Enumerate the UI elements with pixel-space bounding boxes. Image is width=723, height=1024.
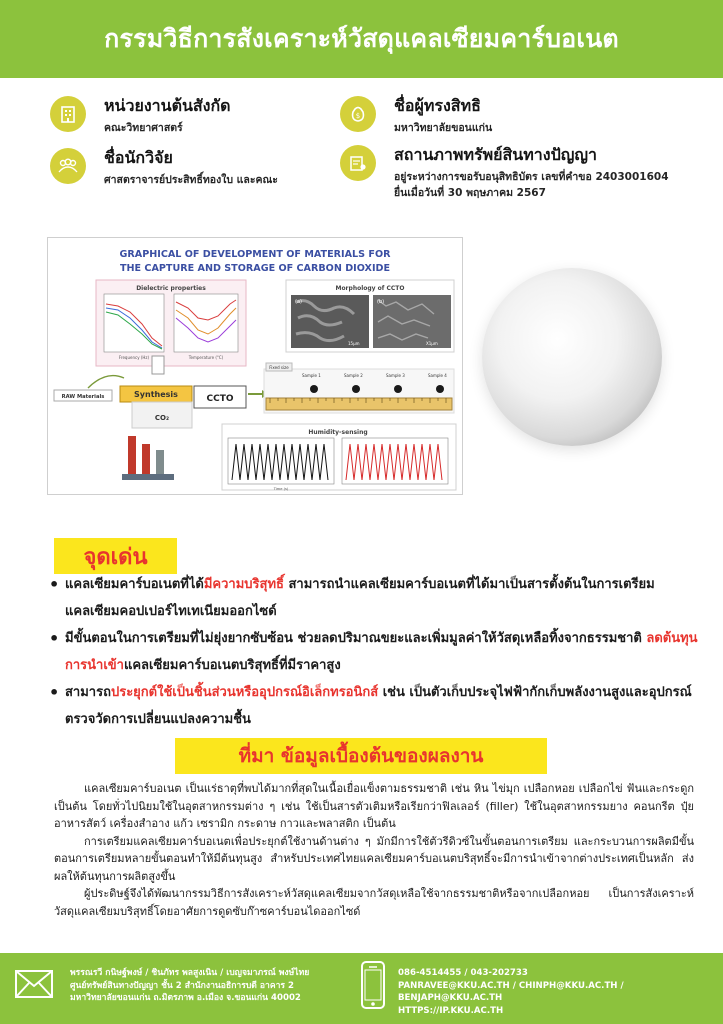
contact-website[interactable]: HTTPS://IP.KKU.AC.TH bbox=[398, 1005, 504, 1016]
address-line-3: มหาวิทยาลัยขอนแก่น ถ.มิตรภาพ อ.เมือง จ.ขอนแก่น 40002 bbox=[70, 993, 301, 1003]
sample-disc-3 bbox=[394, 385, 402, 393]
info-status bbox=[340, 145, 669, 201]
highlight-item bbox=[45, 571, 705, 625]
sample-disc-2 bbox=[352, 385, 360, 393]
address-line-2: ศูนย์ทรัพย์สินทางปัญญา ชั้น 2 สำนักงานอธิการบดี อาคาร 2 bbox=[70, 980, 295, 991]
header-banner bbox=[0, 0, 723, 78]
page-title: กรรมวิธีการสังเคราะห์วัสดุแคลเซียมคาร์บอเนต bbox=[104, 24, 619, 53]
background-paragraph-2: การเตรียมแคลเซียมคาร์บอเนตเพื่อประยุกต์ใช้งานด้านต่าง ๆ มักมีการใช้ตัวรีดิวซ์ในขั้นตอนการเตรียม และกระบวนการผลิตมีขั้นตอนการเตรียมหลายขั้นตอนทำให้มีต้นทุนสูง สำหรับประเทศไทยแคลเซียมคาร์บอเนตบริสุทธิ์จะมีการนำเข้าจากต่างประเทศเป็นหลัก ส่งผลให้ต้นทุนการผลิตสูงขึ้น bbox=[54, 834, 694, 883]
background-paragraph-1: แคลเซียมคาร์บอเนต เป็นแร่ธาตุที่พบได้มากที่สุดในเนื้อเยื่อแข็งตามธรรมชาติ เช่น หิน ไข่มุก เปลือกหอย เปลือกไข่ ฟันและกระดูก เป็นต้น โดยทั่วไปนิยมใช้ในอุตสาหกรรมต่าง ๆ เช่น ใช้เป็นสารตัวเติมหรือเรียกว่าฟิลเลอร์ (filler) ใช้ในอุตสาหกรรมยาง คอนกรีต ปุ๋ย อาหารสัตว์ เครื่องสำอาง แก้ว เซรามิก กระดาษ กาวและพลาสติก เป็นต้น bbox=[54, 782, 694, 830]
highlight-2-emphasis: ลดต้นทุนการนำเข้า bbox=[65, 631, 698, 673]
raw-materials-label: RAW Materials bbox=[61, 394, 105, 400]
powder-photo bbox=[482, 268, 662, 446]
process-arrow-1 bbox=[88, 376, 124, 388]
info-researcher bbox=[50, 148, 278, 188]
panel-b-label: (b) bbox=[377, 299, 385, 305]
background-title: ที่มา ข้อมูลเบื้องต้นของผลงาน bbox=[175, 738, 547, 774]
footer-contact bbox=[398, 967, 720, 1017]
bag-icon bbox=[340, 96, 376, 132]
highlight-2-text-end: แคลเซียมคาร์บอเนตบริสุทธิ์ที่มีราคาสูง bbox=[123, 658, 341, 673]
sem-image-b bbox=[373, 295, 451, 348]
status-value-line2: ยื่นเมื่อวันที่ 30 พฤษภาคม 2567 bbox=[394, 187, 546, 199]
graphic-title-line2: THE CAPTURE AND STORAGE OF CARBON DIOXIDE bbox=[119, 263, 391, 274]
sample-3-label: Sample 3 bbox=[386, 373, 405, 378]
status-label: สถานภาพทรัพย์สินทางปัญญา bbox=[394, 145, 597, 164]
smokestack-2 bbox=[142, 444, 150, 476]
highlight-1-text-end: สามารถนำแคลเซียมคาร์บอเนตที่ได้มาเป็นสารตั้งต้นในการเตรียมแคลเซียมคอปเปอร์ไทเทเนียมออกไซด์ bbox=[65, 577, 655, 619]
team-icon bbox=[50, 148, 86, 184]
sample-vial bbox=[152, 356, 164, 374]
temp-axis-label: Temperature (°C) bbox=[188, 355, 224, 360]
graphical-abstract bbox=[47, 237, 463, 495]
highlight-3-text: สามารถ bbox=[65, 685, 111, 700]
certificate-icon bbox=[340, 145, 376, 181]
mail-icon bbox=[14, 969, 54, 1003]
freq-axis-label: Frequency (Hz) bbox=[118, 355, 150, 360]
mag-b-label: X1μm bbox=[426, 341, 438, 346]
svg-text:$: $ bbox=[355, 112, 361, 120]
humidity-label: Humidity-sensing bbox=[308, 429, 368, 436]
ccto-label: CCTO bbox=[206, 394, 234, 404]
unit-value: คณะวิทยาศาสตร์ bbox=[104, 122, 183, 134]
highlight-2-text: มีขั้นตอนในการเตรียมที่ไม่ยุ่งยากซับซ้อน ช่วยลดปริมาณขยะและเพิ่มมูลค่าให้วัสดุเหลือทิ้งจากธรรมชาติ bbox=[65, 631, 647, 646]
highlights-list bbox=[45, 571, 705, 733]
status-value-line1: อยู่ระหว่างการขอรับอนุสิทธิบัตร เลขที่คำขอ 2403001604 bbox=[394, 171, 669, 183]
background-paragraph-3: ผู้ประดิษฐ์จึงได้พัฒนากรรมวิธีการสังเคราะห์วัสดุแคลเซียมจากวัสดุเหลือใช้จากธรรมชาติหรือจากเปลือกหอย เป็นการสังเคราะห์วัสดุแคลเซียมบริสุทธิ์โดยอาศัยการดูดซับก๊าซคาร์บอนไดออกไซด์ bbox=[54, 887, 694, 918]
info-unit bbox=[50, 96, 231, 136]
sample-disc-4 bbox=[436, 385, 444, 393]
contact-emails[interactable]: PANRAVEE@KKU.AC.TH / CHINPH@KKU.AC.TH / BENJAPH@KKU.AC.TH bbox=[398, 980, 624, 1003]
synthesis-label: Synthesis bbox=[134, 390, 178, 399]
highlight-3-text-end: เช่น เป็นตัวเก็บประจุไฟฟ้ากักเก็บพลังงานสูงและอุปกรณ์ตรวจวัดการเปลี่ยนแปลงความชื้น bbox=[65, 685, 692, 727]
highlight-item bbox=[45, 625, 705, 679]
factory-base bbox=[122, 474, 174, 480]
building-icon bbox=[50, 96, 86, 132]
panel-a-label: (a) bbox=[295, 299, 302, 305]
highlight-3-emphasis: ประยุกต์ใช้เป็นชิ้นส่วนหรืออุปกรณ์อิเล็กทรอนิกส์ bbox=[110, 685, 379, 700]
graphic-title-line1: GRAPHICAL OF DEVELOPMENT OF MATERIALS FOR bbox=[119, 249, 391, 260]
smokestack-3 bbox=[156, 450, 164, 476]
highlight-item bbox=[45, 679, 705, 733]
sample-disc-1 bbox=[310, 385, 318, 393]
contact-phone: 086-4514455 / 043-202733 bbox=[398, 968, 528, 978]
footer-address bbox=[70, 967, 345, 1005]
dielectric-label: Dielectric properties bbox=[136, 285, 206, 292]
morphology-label: Morphology of CCTO bbox=[335, 285, 405, 292]
footer bbox=[0, 953, 723, 1024]
time-axis-label: Time (s) bbox=[273, 487, 289, 491]
co2-label: CO₂ bbox=[154, 414, 170, 422]
highlight-1-emphasis: มีความบริสุทธิ์ bbox=[203, 577, 284, 592]
highlights-title: จุดเด่น bbox=[54, 538, 177, 574]
info-owner bbox=[340, 96, 492, 136]
sample-4-label: Sample 4 bbox=[428, 373, 447, 378]
dielectric-chart-2 bbox=[174, 294, 238, 352]
status-value bbox=[394, 169, 669, 201]
sample-2-label: Sample 2 bbox=[344, 373, 363, 378]
sample-1-label: Sample 1 bbox=[302, 373, 321, 378]
highlight-1-text: แคลเซียมคาร์บอเนตที่ได้ bbox=[65, 577, 204, 592]
mag-a-label: 15μm bbox=[348, 341, 360, 346]
background-body bbox=[54, 780, 694, 920]
smokestack-1 bbox=[128, 436, 136, 476]
address-line-1: พรรณรวี กนิษฐ์พงษ์ / ชินภัทร พลสูงเนิน / เบญจมาภรณ์ พงษ์ไทย bbox=[70, 968, 310, 978]
researcher-value: ศาสตราจารย์ประสิทธิ์ทองใบ และคณะ bbox=[104, 174, 278, 186]
owner-label: ชื่อผู้ทรงสิทธิ bbox=[394, 96, 481, 115]
unit-label: หน่วยงานต้นสังกัด bbox=[104, 96, 231, 115]
researcher-label: ชื่อนักวิจัย bbox=[104, 148, 173, 167]
owner-value: มหาวิทยาลัยขอนแก่น bbox=[394, 122, 493, 134]
fixed-size-label: Fixed size bbox=[269, 365, 289, 370]
phone-icon bbox=[360, 960, 386, 1014]
